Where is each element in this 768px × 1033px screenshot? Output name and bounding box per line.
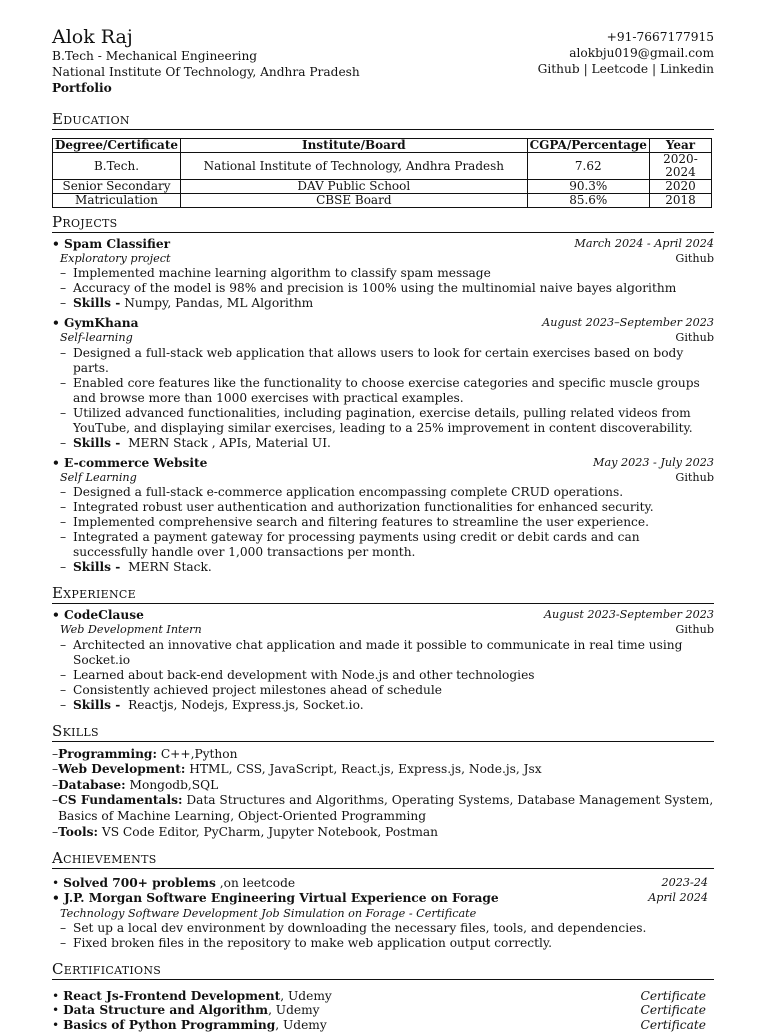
project-subtitle: Self-learning	[60, 331, 133, 345]
experience-date: August 2023-September 2023	[543, 608, 714, 622]
achievement-subtitle: Technology Software Development Job Simulation on Forage - Certificate	[60, 906, 477, 920]
table-cell: B.Tech.	[53, 153, 181, 180]
experience-entry	[52, 608, 714, 712]
certification-item: • Basics of Python Programming, Udemy Certificate	[52, 1018, 706, 1033]
section-title: Experience	[52, 584, 714, 604]
project-subtitle: Self Learning	[60, 470, 137, 484]
section-title: Projects	[52, 213, 714, 233]
project-entry	[52, 316, 714, 450]
section-title: Certifications	[52, 960, 714, 980]
project-entry	[52, 237, 714, 311]
project-name: • Spam Classifier	[52, 237, 170, 252]
list-item: – Fixed broken files in the repository to make web application output correctly.	[60, 935, 553, 950]
certificate-link[interactable]: Certificate	[640, 1003, 706, 1018]
skill-item: – Tools: VS Code Editor, PyCharm, Jupyter Notebook, Postman	[52, 824, 439, 839]
section-title: Education	[52, 110, 714, 130]
company-name: • CodeClause	[52, 608, 144, 623]
profile-links	[538, 61, 714, 77]
certification-item: • React Js-Frontend Development, Udemy Certificate	[52, 989, 706, 1004]
achievement-date: 2023-24	[661, 876, 708, 890]
link-separator: |	[583, 62, 588, 76]
list-item: – Accuracy of the model is 98% and precision is 100% using the multinomial naive bayes algorithm	[60, 281, 677, 296]
table-row	[53, 194, 712, 208]
phone-number: +91-7667177915	[606, 30, 714, 44]
certificate-link[interactable]: Certificate	[640, 1018, 706, 1032]
list-item: – Integrated robust user authentication and authorization functionalities for enhanced security.	[60, 500, 654, 515]
table-header-row	[53, 139, 712, 153]
skills-item: – Skills - Numpy, Pandas, ML Algorithm	[60, 296, 314, 311]
institute-line: National Institute Of Technology, Andhra Pradesh	[52, 65, 360, 79]
projects-section	[52, 213, 714, 575]
linkedin-link[interactable]: Linkedin	[660, 62, 714, 76]
experience-section	[52, 584, 714, 712]
section-title: Achievements	[52, 849, 714, 869]
email-link[interactable]: alokbju019@gmail.com	[569, 46, 714, 60]
project-name: • GymKhana	[52, 316, 139, 331]
column-header: Degree/Certificate	[53, 139, 181, 153]
skills-section	[52, 722, 714, 841]
project-subtitle: Exploratory project	[60, 251, 171, 265]
table-row	[53, 153, 712, 180]
list-item: – Enabled core features like the functionality to choose exercise categories and specific muscle groups and browse more than 1000 exercises with practical examples.	[60, 375, 700, 405]
list-item: – Designed a full-stack web application that allows users to look for certain exercises based on body parts.	[60, 345, 684, 375]
project-date: March 2024 - April 2024	[574, 237, 714, 250]
table-cell: 7.62	[527, 153, 649, 180]
skill-item: – Database: Mongodb,SQL	[52, 777, 219, 792]
table-cell: DAV Public School	[181, 180, 528, 194]
role-title: Web Development Intern	[60, 622, 202, 636]
table-cell: National Institute of Technology, Andhra Pradesh	[181, 153, 528, 180]
github-link[interactable]: Github	[675, 622, 714, 636]
list-item: – Implemented comprehensive search and filtering features to streamline the user experience.	[60, 515, 649, 530]
table-cell: 2020-2024	[649, 153, 711, 180]
github-link[interactable]: Github	[675, 331, 714, 345]
leetcode-link[interactable]: Leetcode	[591, 62, 649, 76]
table-cell: Matriculation	[53, 194, 181, 208]
candidate-name: Alok Raj	[52, 26, 133, 48]
table-row	[53, 180, 712, 194]
resume-header	[52, 26, 714, 96]
certification-item: • Data Structure and Algorithm, Udemy Certificate	[52, 1003, 706, 1018]
table-cell: Senior Secondary	[53, 180, 181, 194]
project-name: • E-commerce Website	[52, 456, 207, 471]
column-header: Institute/Board	[181, 139, 528, 153]
column-header: CGPA/Percentage	[527, 139, 649, 153]
skills-item: – Skills - MERN Stack.	[60, 560, 212, 575]
achievements-section	[52, 849, 714, 950]
table-cell: 2018	[649, 194, 711, 208]
skill-item: – Web Development: HTML, CSS, JavaScript, React.js, Express.js, Node.js, Jsx	[52, 762, 542, 777]
skills-item: – Skills - Reactjs, Nodejs, Express.js, Socket.io.	[60, 697, 364, 712]
list-item: – Designed a full-stack e-commerce application encompassing complete CRUD operations.	[60, 485, 624, 500]
certificate-link[interactable]: Certificate	[640, 988, 706, 1003]
list-item: – Set up a local dev environment by downloading the necessary files, tools, and dependencies.	[60, 920, 647, 935]
project-date: May 2023 - July 2023	[593, 455, 714, 469]
education-table	[52, 138, 712, 208]
github-link[interactable]: Github	[675, 470, 714, 484]
list-item: – Learned about back-end development with Node.js and other technologies	[60, 667, 535, 682]
section-title: Skills	[52, 722, 714, 742]
list-item: – Architected an innovative chat application and made it possible to communicate in real time using Socket.io	[60, 637, 683, 667]
achievement-item: • J.P. Morgan Software Engineering Virtual Experience on Forage April 2024	[52, 891, 708, 906]
github-link[interactable]: Github	[537, 62, 580, 76]
skills-item: – Skills - MERN Stack , APIs, Material UI.	[60, 435, 331, 450]
github-link[interactable]: Github	[675, 251, 714, 265]
list-item: – Integrated a payment gateway for processing payments using credit or debit cards and can successfully handle over 1,000 transactions per month.	[60, 530, 640, 560]
column-header: Year	[649, 139, 711, 153]
project-entry	[52, 456, 714, 575]
degree-line: B.Tech - Mechanical Engineering	[52, 49, 258, 63]
list-item: – Utilized advanced functionalities, including pagination, exercise details, pulling related videos from YouTube, and displaying similar exercises, leading to a 25% improvement in content discoverability.	[60, 405, 693, 435]
education-section	[52, 110, 714, 208]
skill-item: – CS Fundamentals: Data Structures and Algorithms, Operating Systems, Database Management System, Basics of Machine Learning, Object-Oriented Programming	[52, 793, 714, 823]
table-cell: 85.6%	[527, 194, 649, 208]
project-date: August 2023–September 2023	[542, 316, 714, 330]
list-item: – Implemented machine learning algorithm to classify spam message	[60, 266, 491, 281]
resume-page	[52, 26, 714, 1033]
achievement-date: April 2024	[648, 890, 708, 904]
certifications-section	[52, 960, 714, 1033]
skill-item: – Programming: C++,Python	[52, 746, 238, 761]
list-item: – Consistently achieved project milestones ahead of schedule	[60, 682, 442, 697]
achievement-item: • Solved 700+ problems ,on leetcode 2023-24	[52, 876, 708, 891]
portfolio-link[interactable]: Portfolio	[52, 81, 112, 95]
table-cell: 2020	[649, 180, 711, 194]
table-cell: CBSE Board	[181, 194, 528, 208]
table-cell: 90.3%	[527, 180, 649, 194]
link-separator: |	[652, 62, 657, 76]
